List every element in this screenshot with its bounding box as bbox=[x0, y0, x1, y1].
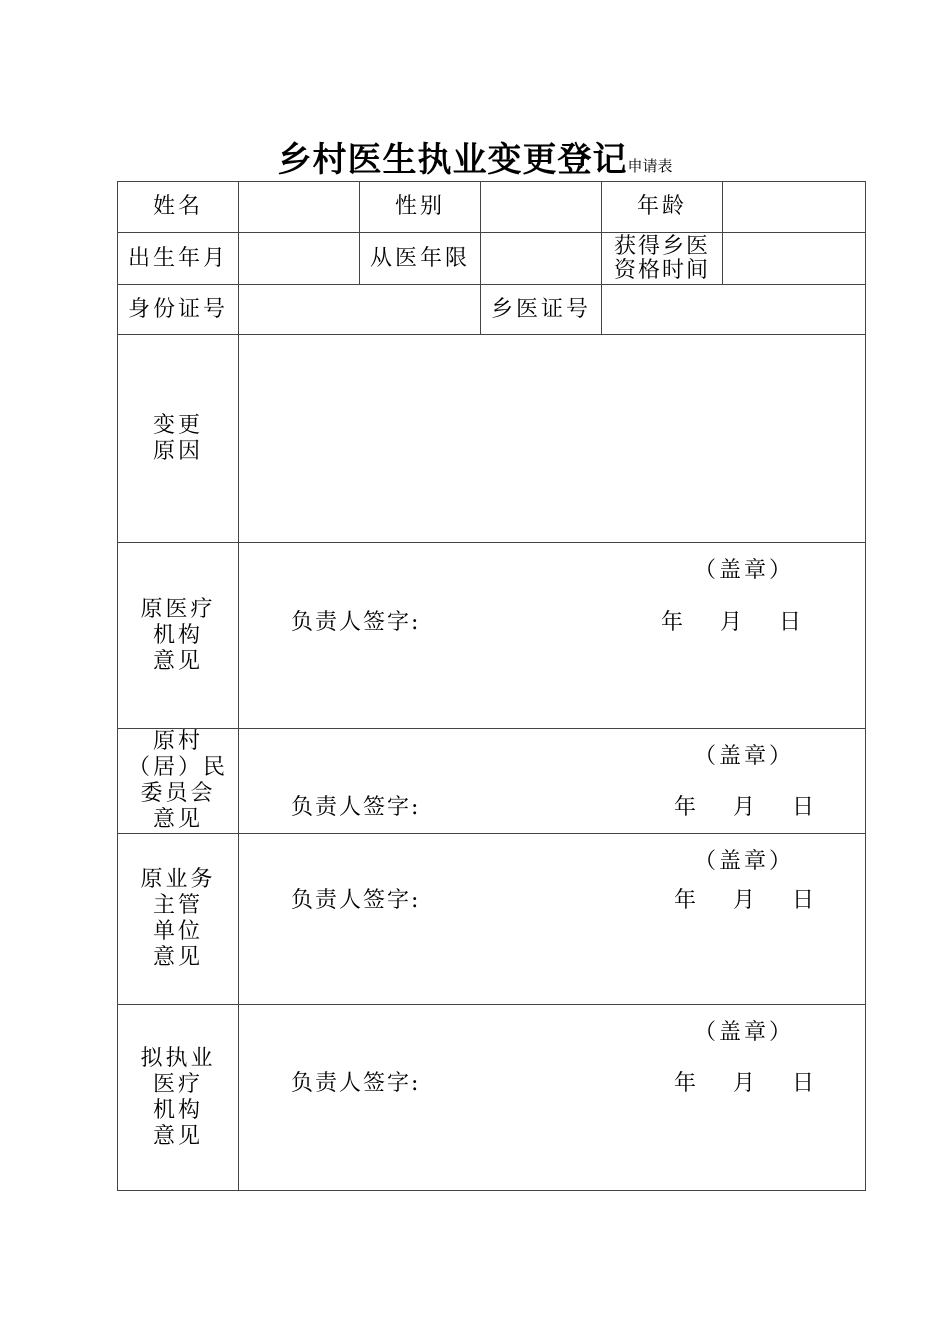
seal-text: （盖章） bbox=[694, 849, 795, 874]
row-change-reason bbox=[118, 335, 866, 543]
section-village-committee bbox=[118, 729, 866, 834]
signature-label: 负责人签字: bbox=[291, 795, 421, 820]
date-field bbox=[674, 790, 814, 821]
application-form-table bbox=[117, 181, 866, 1191]
gender-label: 性别 bbox=[360, 182, 481, 233]
seal-text: （盖章） bbox=[694, 1020, 795, 1045]
signature-label: 负责人签字: bbox=[291, 1071, 421, 1096]
section-label: 原村 （居）民 委员会 意见 bbox=[118, 729, 239, 834]
year-label: 年 bbox=[674, 1071, 697, 1096]
section-original-institution bbox=[118, 543, 866, 729]
date-field bbox=[661, 605, 801, 636]
day-label: 日 bbox=[792, 888, 815, 913]
signature-label: 负责人签字: bbox=[291, 610, 421, 635]
title-sub: 申请表 bbox=[627, 157, 673, 175]
year-label: 年 bbox=[661, 610, 684, 635]
month-label: 月 bbox=[720, 610, 743, 635]
form-title bbox=[0, 132, 950, 181]
id-number-value-cell[interactable] bbox=[239, 285, 481, 335]
seal-text: （盖章） bbox=[694, 558, 795, 583]
section-label: 原业务 主管 单位 意见 bbox=[118, 834, 239, 1005]
section-content[interactable] bbox=[239, 543, 866, 729]
row-id-info bbox=[118, 285, 866, 335]
gender-value-cell[interactable] bbox=[481, 182, 602, 233]
birth-value-cell[interactable] bbox=[239, 233, 360, 285]
month-label: 月 bbox=[733, 888, 756, 913]
age-value-cell[interactable] bbox=[723, 182, 866, 233]
years-value-cell[interactable] bbox=[481, 233, 602, 285]
seal-text: （盖章） bbox=[694, 744, 795, 769]
section-content[interactable] bbox=[239, 729, 866, 834]
year-label: 年 bbox=[674, 888, 697, 913]
row-practice-info bbox=[118, 233, 866, 285]
section-content[interactable] bbox=[239, 1005, 866, 1191]
age-label: 年龄 bbox=[602, 182, 723, 233]
month-label: 月 bbox=[733, 795, 756, 820]
date-field bbox=[674, 1066, 814, 1097]
change-reason-label: 变更 原因 bbox=[118, 335, 239, 543]
section-label: 原医疗 机构 意见 bbox=[118, 543, 239, 729]
signature-label: 负责人签字: bbox=[291, 888, 421, 913]
day-label: 日 bbox=[779, 610, 802, 635]
birth-label: 出生年月 bbox=[118, 233, 239, 285]
id-number-label: 身份证号 bbox=[118, 285, 239, 335]
day-label: 日 bbox=[792, 795, 815, 820]
title-main: 乡村医生执业变更登记 bbox=[277, 140, 628, 180]
change-reason-value-cell[interactable] bbox=[239, 335, 866, 543]
section-content[interactable] bbox=[239, 834, 866, 1005]
qualify-time-label: 获得乡医 资格时间 bbox=[602, 233, 723, 285]
section-label: 拟执业 医疗 机构 意见 bbox=[118, 1005, 239, 1191]
qualify-time-value-cell[interactable] bbox=[723, 233, 866, 285]
years-label: 从医年限 bbox=[360, 233, 481, 285]
name-value-cell[interactable] bbox=[239, 182, 360, 233]
row-basic-info bbox=[118, 182, 866, 233]
name-label: 姓名 bbox=[118, 182, 239, 233]
month-label: 月 bbox=[733, 1071, 756, 1096]
license-number-value-cell[interactable] bbox=[602, 285, 866, 335]
section-proposed-institution bbox=[118, 1005, 866, 1191]
year-label: 年 bbox=[674, 795, 697, 820]
date-field bbox=[674, 883, 814, 914]
section-supervisory-unit bbox=[118, 834, 866, 1005]
license-number-label: 乡医证号 bbox=[481, 285, 602, 335]
day-label: 日 bbox=[792, 1071, 815, 1096]
